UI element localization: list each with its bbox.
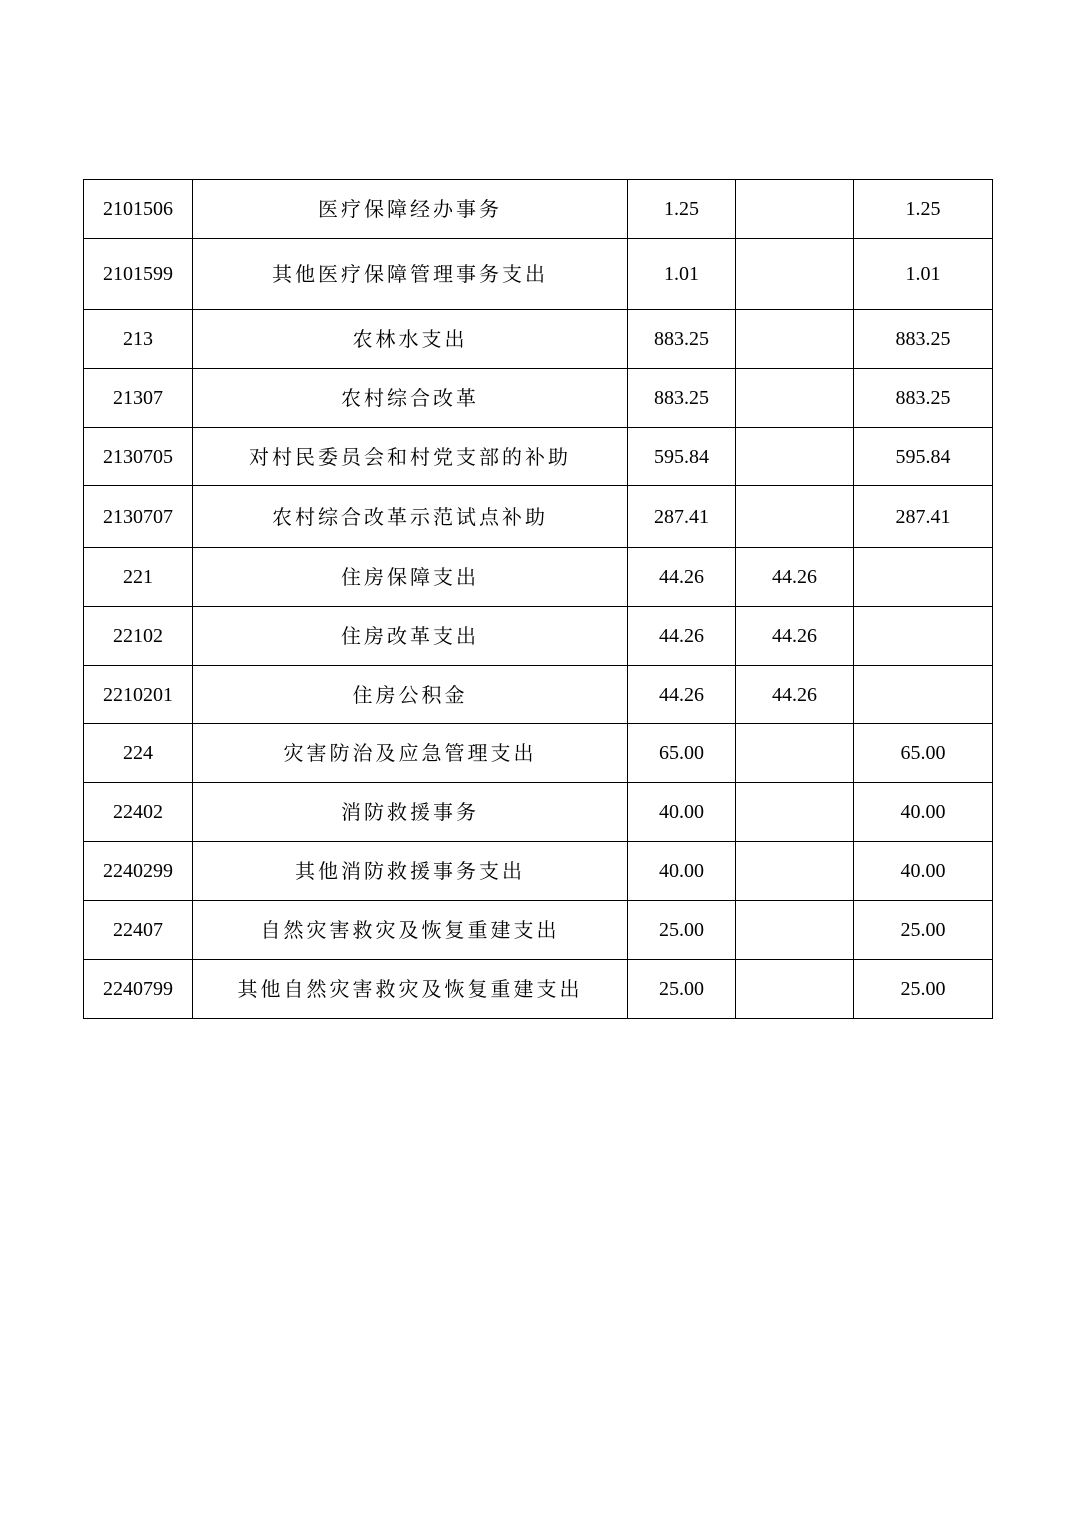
subject-code: 2101506 <box>84 180 193 239</box>
project-expenditure: 40.00 <box>854 842 993 901</box>
subject-name: 自然灾害救灾及恢复重建支出 <box>193 901 628 960</box>
basic-expenditure <box>736 901 854 960</box>
subject-code: 2130705 <box>84 428 193 486</box>
subject-name: 对村民委员会和村党支部的补助 <box>193 428 628 486</box>
table-row <box>84 180 993 239</box>
subject-code: 22407 <box>84 901 193 960</box>
subject-code: 2210201 <box>84 666 193 724</box>
subject-code: 221 <box>84 548 193 607</box>
project-expenditure: 595.84 <box>854 428 993 486</box>
subject-code: 22102 <box>84 607 193 666</box>
subject-code: 22402 <box>84 783 193 842</box>
subject-code: 2101599 <box>84 239 193 310</box>
subject-code: 2240299 <box>84 842 193 901</box>
basic-expenditure <box>736 369 854 428</box>
project-expenditure: 883.25 <box>854 310 993 369</box>
subject-code: 21307 <box>84 369 193 428</box>
total-amount: 1.01 <box>628 239 736 310</box>
project-expenditure: 1.25 <box>854 180 993 239</box>
table-row <box>84 548 993 607</box>
basic-expenditure <box>736 960 854 1019</box>
budget-table <box>83 179 993 1019</box>
table-row <box>84 486 993 548</box>
subject-name: 住房改革支出 <box>193 607 628 666</box>
basic-expenditure <box>736 783 854 842</box>
table-row <box>84 428 993 486</box>
total-amount: 65.00 <box>628 724 736 783</box>
basic-expenditure <box>736 428 854 486</box>
subject-name: 农村综合改革示范试点补助 <box>193 486 628 548</box>
project-expenditure <box>854 548 993 607</box>
project-expenditure: 1.01 <box>854 239 993 310</box>
subject-name: 农林水支出 <box>193 310 628 369</box>
subject-name: 住房公积金 <box>193 666 628 724</box>
subject-name: 住房保障支出 <box>193 548 628 607</box>
total-amount: 25.00 <box>628 901 736 960</box>
project-expenditure: 883.25 <box>854 369 993 428</box>
table-row <box>84 724 993 783</box>
total-amount: 595.84 <box>628 428 736 486</box>
subject-name: 消防救援事务 <box>193 783 628 842</box>
table-row <box>84 310 993 369</box>
total-amount: 883.25 <box>628 369 736 428</box>
subject-name: 医疗保障经办事务 <box>193 180 628 239</box>
basic-expenditure: 44.26 <box>736 666 854 724</box>
subject-code: 213 <box>84 310 193 369</box>
basic-expenditure <box>736 180 854 239</box>
total-amount: 44.26 <box>628 666 736 724</box>
total-amount: 883.25 <box>628 310 736 369</box>
subject-code: 224 <box>84 724 193 783</box>
basic-expenditure <box>736 239 854 310</box>
total-amount: 40.00 <box>628 783 736 842</box>
subject-name: 其他消防救援事务支出 <box>193 842 628 901</box>
basic-expenditure <box>736 842 854 901</box>
basic-expenditure <box>736 310 854 369</box>
total-amount: 25.00 <box>628 960 736 1019</box>
basic-expenditure <box>736 486 854 548</box>
table-row <box>84 239 993 310</box>
basic-expenditure <box>736 724 854 783</box>
subject-name: 灾害防治及应急管理支出 <box>193 724 628 783</box>
subject-code: 2240799 <box>84 960 193 1019</box>
subject-name: 农村综合改革 <box>193 369 628 428</box>
total-amount: 44.26 <box>628 548 736 607</box>
project-expenditure: 25.00 <box>854 960 993 1019</box>
table-row <box>84 960 993 1019</box>
subject-name: 其他自然灾害救灾及恢复重建支出 <box>193 960 628 1019</box>
project-expenditure: 287.41 <box>854 486 993 548</box>
subject-code: 2130707 <box>84 486 193 548</box>
total-amount: 287.41 <box>628 486 736 548</box>
table-row <box>84 901 993 960</box>
project-expenditure: 40.00 <box>854 783 993 842</box>
subject-name: 其他医疗保障管理事务支出 <box>193 239 628 310</box>
project-expenditure: 65.00 <box>854 724 993 783</box>
table-row <box>84 783 993 842</box>
basic-expenditure: 44.26 <box>736 548 854 607</box>
total-amount: 40.00 <box>628 842 736 901</box>
table-row <box>84 369 993 428</box>
project-expenditure: 25.00 <box>854 901 993 960</box>
table-row <box>84 666 993 724</box>
basic-expenditure: 44.26 <box>736 607 854 666</box>
table-row <box>84 842 993 901</box>
project-expenditure <box>854 607 993 666</box>
total-amount: 1.25 <box>628 180 736 239</box>
table-row <box>84 607 993 666</box>
total-amount: 44.26 <box>628 607 736 666</box>
project-expenditure <box>854 666 993 724</box>
